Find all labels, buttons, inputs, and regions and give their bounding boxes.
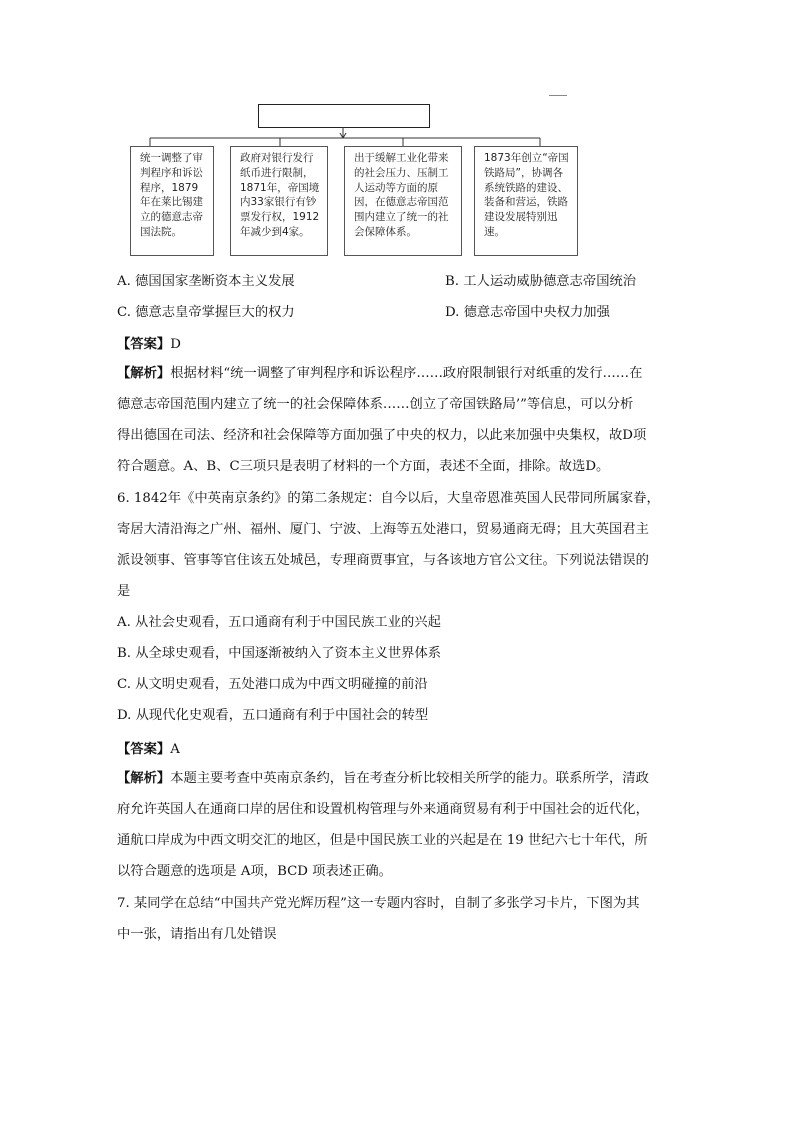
diagram-card-3: 出于缓解工业化带来的社会压力、压制工人运动等方面的原因，在德意志帝国范围内建立了统一的社会保障体系。: [344, 146, 462, 256]
stem-line: 中一张，请指出有几处错误: [117, 927, 277, 942]
stem-line: 7. 某同学在总结“中国共产党光辉历程”这一专题内容时，自制了多张学习卡片，下图为其: [117, 896, 640, 911]
q6-option-c: C. 从文明史观看，五处港口成为中西文明碰撞的前沿: [117, 677, 428, 692]
answer-value: A: [170, 742, 180, 757]
q6-option-a: A. 从社会史观看，五口通商有利于中国民族工业的兴起: [117, 615, 441, 630]
answer-label: 【答案】: [117, 337, 171, 352]
analysis-line: 【解析】根据材料“统一调整了审判程序和诉讼程序……政府限制银行对纸重的发行……在: [117, 366, 643, 381]
q5-analysis: [117, 358, 682, 482]
answer-label: 【答案】: [117, 742, 171, 757]
diagram-card-1: 统一调整了审判程序和诉讼程序，1879年在莱比锡建立的德意志帝国法院。: [130, 146, 214, 256]
q6-option-b: B. 从全球史观看，中国逐渐被纳入了资本主义世界体系: [117, 646, 442, 661]
diagram: [120, 100, 580, 260]
stem-line: 6. 1842年《中英南京条约》的第二条规定：自今以后，大皇帝恩准英国人民带同所属家眷，: [117, 491, 660, 506]
q5-answer: [117, 333, 181, 352]
q6-answer: [117, 738, 180, 757]
q6-stem: [117, 483, 682, 607]
analysis-line: 得出德国在司法、经济和社会保障等方面加强了中央的权力，以此来加强中央集权，故D项: [117, 428, 647, 443]
stem-line: 是: [117, 584, 131, 599]
analysis-label: 【解析】: [117, 771, 171, 786]
analysis-line: 德意志帝国范围内建立了统一的社会保障体系……创立了帝国铁路局’”等信息，可以分析: [117, 397, 634, 412]
q5-option-d: D. 德意志帝国中央权力加强: [445, 305, 610, 320]
diagram-card-2: 政府对银行发行纸币进行限制，1871年，帝国境内33家银行有钞票发行权，1912年减少到4家。: [230, 146, 328, 256]
analysis-label: 【解析】: [117, 366, 171, 381]
q6-options: [117, 607, 682, 731]
diagram-card-4: 1873年创立“帝国铁路局”，协调各系统铁路的建设、装备和营运，铁路建设发展特别迅速。: [474, 146, 578, 256]
analysis-line: 符合题意。A、B、C三项只是表明了材料的一个方面，表述不全面，排除。故选D。: [117, 459, 610, 474]
q6-option-d: D. 从现代化史观看，五口通商有利于中国社会的转型: [117, 708, 429, 723]
stem-line: 派设领事、管事等官住该五处城邑，专理商贾事宜，与各该地方官公文往。下列说法错误的: [117, 553, 649, 568]
q6-analysis: [117, 763, 682, 887]
analysis-line: 【解析】本题主要考查中英南京条约，旨在考查分析比较相关所学的能力。联系所学，清政: [117, 771, 649, 786]
q5-option-c: C. 德意志皇帝掌握巨大的权力: [117, 305, 295, 320]
answer-value: D: [170, 337, 181, 352]
q5-option-b: B. 工人运动威胁德意志帝国统治: [445, 274, 637, 289]
page-mark: [549, 95, 567, 96]
analysis-line: 以符合题意的选项是 A项，BCD 项表述正确。: [117, 864, 392, 879]
analysis-line: 通航口岸成为中西文明交汇的地区，但是中国民族工业的兴起是在 19 世纪六七十年代，所: [117, 833, 648, 848]
connector-lines: [120, 100, 580, 150]
q7-stem: [117, 888, 682, 950]
analysis-line: 府允许英国人在通商口岸的居住和设置机构管理与外来通商贸易有利于中国社会的近代化，: [117, 802, 649, 817]
stem-line: 寄居大清沿海之广州、福州、厦门、宁波、上海等五处港口，贸易通商无碍；且大英国君主: [117, 522, 649, 537]
q5-option-a: A. 德国国家垄断资本主义发展: [117, 274, 295, 289]
